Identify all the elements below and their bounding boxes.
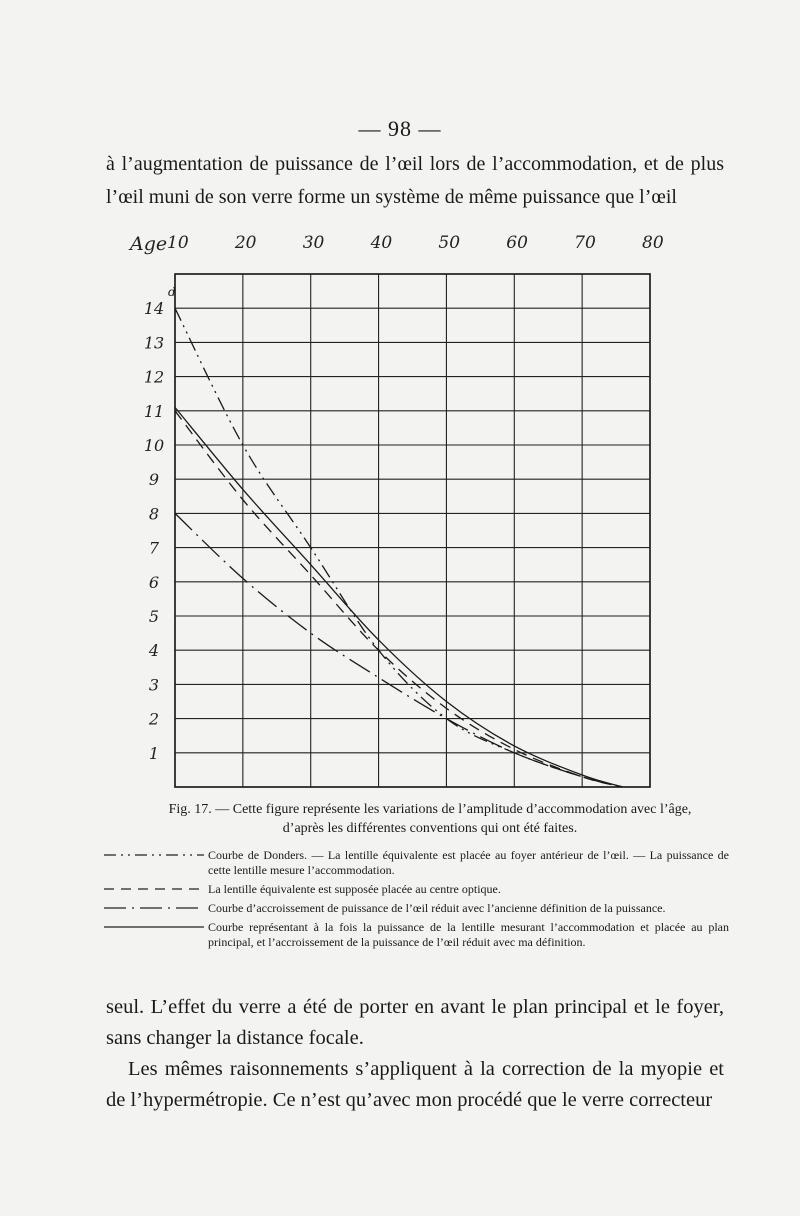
x-tick-label: 70 [574,233,596,253]
y-tick-label: 2 [148,709,160,729]
caption-line-2: d’après les différentes conventions qui ont été faites. [282,821,578,836]
legend-item [104,882,729,897]
caption-line-1: Fig. 17. — Cette figure représente les variations de l’amplitude d’accommodation avec l’âge, [168,802,692,817]
x-tick-label: 40 [370,233,393,253]
y-tick-label: 3 [148,675,160,695]
x-tick-label: 80 [642,233,664,253]
legend-item [104,848,729,878]
y-tick-label: 12 [143,367,165,387]
page-number: — 98 — [358,116,442,141]
figure-legend [104,848,729,954]
y-tick-label: 6 [148,572,160,592]
legend-swatch-dashed [104,884,208,894]
y-tick-label: 5 [148,607,160,626]
y-tick-label: 7 [148,538,160,558]
y-tick-label: 4 [148,641,160,661]
legend-swatch-dash-dot [104,903,208,913]
top-paragraph: à l’augmentation de puissance de l’œil lors de l’accommodation, et de plus l’œil muni de son verre forme un système de même puissance que l’œil [106,153,724,208]
legend-text: Courbe d’accroissement de puissance de l’œil réduit avec l’ancienne définition de la puissance. [208,901,666,915]
chart-svg [100,222,700,802]
plot-frame [175,274,650,787]
x-tick-label: 50 [438,233,461,253]
legend-text: La lentille équivalente est supposée placée au centre optique. [208,882,501,896]
legend-text: Courbe représentant à la fois la puissance de la lentille mesurant l’accommodation et placée au plan principal, et l’accroissement de la puissance de l’œil réduit avec ma définition. [208,920,729,949]
legend-item [104,901,729,916]
legend-swatch-solid [104,922,208,932]
accommodation-chart [100,222,700,802]
legend-swatch-dash-dot-dot [104,850,208,860]
y-tick-label: 1 [148,743,160,763]
legend-text: Courbe de Donders. — La lentille équivalente est placée au foyer antérieur de l’œil. — La puissance de cette lentille mesure l’accommodation. [208,848,729,877]
bottom-paragraph-2: Les mêmes raisonnements s’appliquent à la correction de la myopie et de l’hypermétropie. Ce n’est qu’avec mon procédé que le verre correcteur [106,1058,724,1111]
legend-item [104,920,729,950]
y-tick-label: 11 [143,401,165,421]
y-tick-label: 13 [143,333,165,353]
y-marker-label: d [168,284,176,299]
y-tick-label: 9 [148,470,160,490]
y-tick-label: 14 [143,299,165,319]
series-line-solid [175,407,623,787]
x-tick-label: 60 [506,233,528,253]
x-axis-title: Age [130,233,168,255]
y-tick-label: 8 [148,504,160,524]
x-tick-label: 10 [167,233,189,253]
series-line-dashed [175,411,623,787]
x-tick-label: 20 [234,233,257,253]
figure-caption [130,800,730,838]
x-tick-label: 30 [302,233,325,253]
y-tick-label: 10 [143,436,165,455]
bottom-paragraph-1: seul. L’effet du verre a été de porter en avant le plan principal et le foyer, sans changer la distance focale. [106,996,724,1049]
